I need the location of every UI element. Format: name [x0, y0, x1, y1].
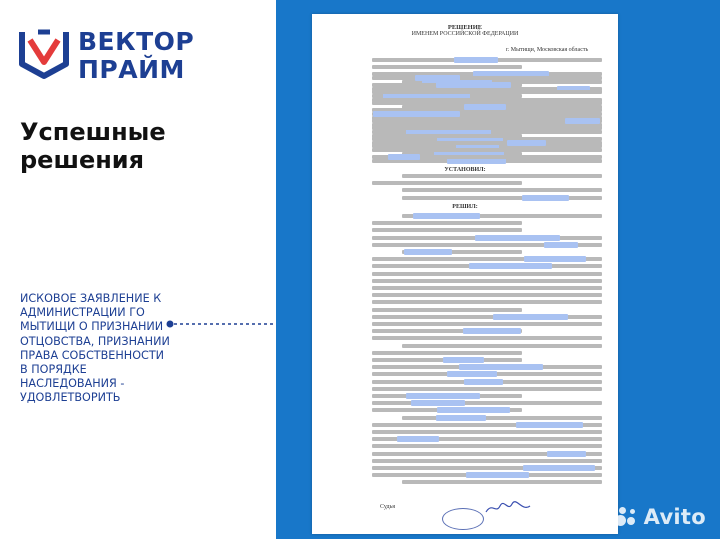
headline — [20, 118, 166, 174]
document-body — [312, 14, 618, 534]
document-text-line — [402, 480, 602, 484]
avito-logo-icon — [615, 505, 639, 527]
redaction-highlight — [469, 263, 552, 269]
court-stamp-icon — [442, 508, 484, 530]
document-text-line — [372, 300, 602, 304]
redaction-highlight — [464, 379, 503, 385]
judge-label: Судья — [380, 504, 396, 510]
left-panel — [0, 0, 276, 539]
redaction-highlight — [459, 364, 543, 370]
redaction-highlight — [397, 436, 439, 442]
section-established: УСТАНОВИЛ: — [444, 167, 486, 173]
document-text-line — [372, 279, 602, 283]
redaction-highlight — [524, 256, 586, 262]
avito-text: Avito — [643, 505, 706, 529]
document-text-line — [372, 293, 602, 297]
document-text-line — [372, 401, 602, 405]
document-text-line — [372, 76, 602, 80]
document-text-line — [372, 90, 602, 94]
document-text-line — [402, 196, 602, 200]
document-text-line — [402, 344, 602, 348]
redaction-highlight — [547, 451, 586, 457]
document-text-line — [372, 228, 522, 232]
redaction-highlight — [466, 472, 529, 478]
document-text-line — [372, 221, 522, 225]
redaction-highlight — [436, 415, 486, 421]
redaction-highlight — [436, 82, 511, 88]
redaction-highlight — [415, 75, 460, 81]
document-text-line — [372, 98, 602, 102]
document-text-line — [372, 126, 602, 130]
redaction-highlight — [522, 195, 569, 201]
court-decision-document[interactable] — [312, 14, 618, 534]
document-text-line — [372, 444, 602, 448]
redaction-highlight — [373, 111, 460, 117]
vektor-prime-logo-icon — [18, 26, 70, 80]
brand-line-1: ВЕКТОР — [78, 27, 195, 56]
document-text-line — [372, 308, 522, 312]
headline-line-2: решения — [20, 146, 145, 174]
redaction-highlight — [404, 249, 452, 255]
avito-watermark — [606, 505, 706, 529]
redaction-highlight — [411, 400, 465, 406]
document-title-line-1: РЕШЕНИЕ — [447, 24, 483, 31]
redaction-highlight — [447, 371, 497, 377]
redaction-highlight — [475, 235, 560, 241]
redaction-highlight — [516, 422, 583, 428]
document-text-line — [372, 286, 602, 290]
brand-logo[interactable] — [18, 24, 228, 88]
redaction-highlight — [454, 57, 498, 63]
redaction-highlight — [413, 213, 480, 219]
redaction-highlight — [523, 465, 595, 471]
brand-name — [78, 28, 194, 84]
document-text-line — [372, 141, 602, 145]
document-title — [312, 24, 618, 37]
document-text-line — [372, 459, 602, 463]
document-text-line — [372, 387, 602, 391]
document-text-line — [402, 416, 602, 420]
document-text-line — [372, 148, 602, 152]
redaction-highlight — [544, 242, 578, 248]
redaction-highlight — [464, 104, 506, 110]
document-place: г. Мытищи, Московская область — [506, 47, 589, 53]
document-text-line — [372, 336, 602, 340]
redaction-highlight — [565, 118, 600, 124]
document-text-line — [372, 65, 522, 69]
redaction-highlight — [443, 357, 484, 363]
redaction-highlight — [493, 314, 568, 320]
document-text-line — [372, 322, 602, 326]
redaction-highlight — [463, 328, 521, 334]
brand-line-2: ПРАЙМ — [78, 55, 185, 84]
redaction-highlight — [388, 154, 420, 160]
redaction-highlight — [437, 407, 510, 413]
document-text-line — [372, 351, 522, 355]
case-caption: ИСКОВОЕ ЗАЯВЛЕНИЕ К АДМИНИСТРАЦИИ ГО МЫТИЩИ О ПРИЗНАНИИ ОТЦОВСТВА, ПРИЗНАНИИ ПРАВА СОБСТВЕННОСТИ В ПОРЯДКЕ НАСЛЕДОВАНИЯ - УДОВЛЕТВОРИТЬ — [20, 292, 170, 405]
judge-signature-icon — [484, 500, 532, 516]
document-text-line — [372, 181, 522, 185]
document-title-line-2: ИМЕНЕМ РОССИЙСКОЙ ФЕДЕРАЦИИ — [411, 31, 519, 37]
document-text-line — [372, 134, 522, 138]
headline-line-1: Успешные — [20, 118, 166, 146]
redaction-highlight — [507, 140, 546, 146]
document-text-line — [372, 430, 602, 434]
document-text-line — [402, 174, 602, 178]
document-text-line — [372, 272, 602, 276]
section-decided: РЕШИЛ: — [452, 204, 478, 210]
document-text-line — [402, 188, 602, 192]
redaction-highlight — [406, 393, 480, 399]
